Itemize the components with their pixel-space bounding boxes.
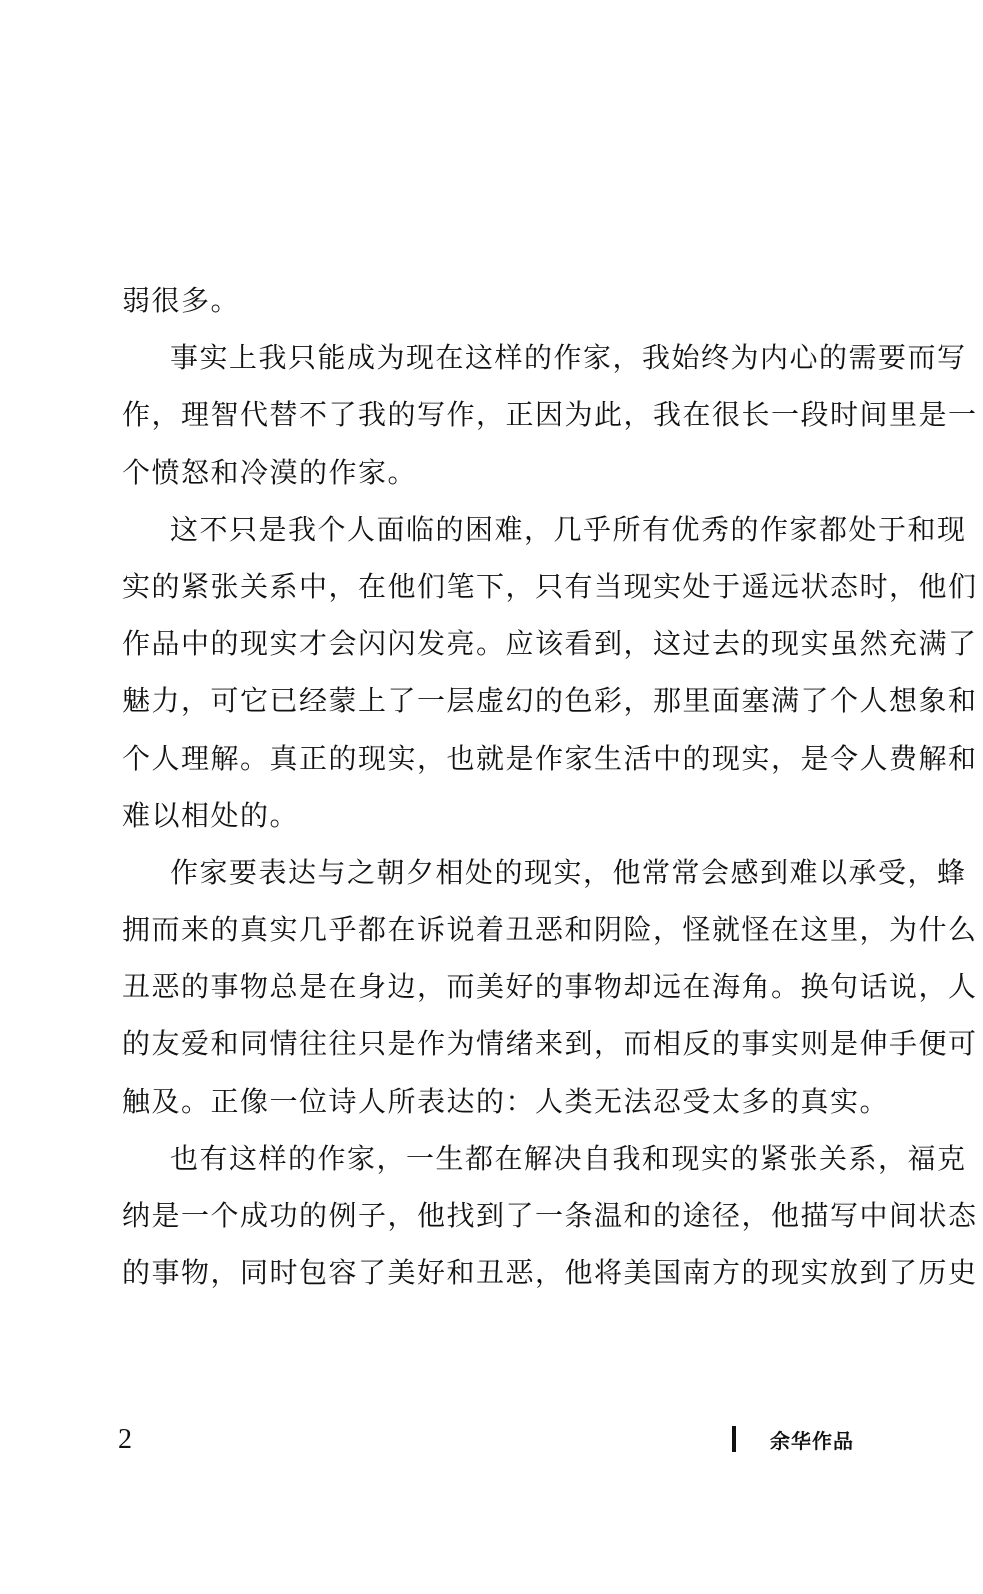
paragraph-first-line: 事实上我只能成为现在这样的作家，我始终为内心的需要而写 — [170, 341, 967, 375]
text-line: 作，理智代替不了我的写作，正因为此，我在很长一段时间里是一 — [122, 398, 978, 432]
text-line: 的友爱和同情往往只是作为情绪来到，而相反的事实则是伸手便可 — [122, 1027, 978, 1061]
running-title: 余华作品 — [770, 1429, 854, 1453]
paragraph-first-line: 这不只是我个人面临的困难，几乎所有优秀的作家都处于和现 — [170, 512, 967, 546]
text-line: 实的紧张关系中，在他们笔下，只有当现实处于遥远状态时，他们 — [122, 569, 978, 603]
text-line: 纳是一个成功的例子，他找到了一条温和的途径，他描写中间状态 — [122, 1199, 978, 1232]
text-line: 丑恶的事物总是在身边，而美好的事物却远在海角。换句话说，人 — [122, 970, 978, 1004]
text-line: 触及。正像一位诗人所表达的：人类无法忍受太多的真实。 — [122, 1084, 890, 1118]
text-line: 的事物，同时包容了美好和丑恶，他将美国南方的现实放到了历史 — [122, 1256, 978, 1290]
text-line: 魅力，可它已经蒙上了一层虚幻的色彩，那里面塞满了个人想象和 — [122, 684, 978, 718]
footer-divider — [732, 1426, 736, 1452]
text-line: 个愤怒和冷漠的作家。 — [122, 455, 418, 489]
paragraph-first-line: 作家要表达与之朝夕相处的现实，他常常会感到难以承受，蜂 — [170, 855, 967, 889]
text-line: 作品中的现实才会闪闪发亮。应该看到，这过去的现实虽然充满了 — [122, 627, 978, 661]
text-line: 难以相处的。 — [122, 798, 300, 832]
paragraph-first-line: 也有这样的作家，一生都在解决自我和现实的紧张关系，福克 — [170, 1141, 967, 1175]
text-line: 弱很多。 — [122, 284, 241, 317]
body-text — [122, 272, 978, 1301]
page-footer — [0, 1420, 983, 1460]
text-line: 拥而来的真实几乎都在诉说着丑恶和阴险，怪就怪在这里，为什么 — [122, 913, 978, 947]
page-number: 2 — [118, 1424, 132, 1455]
text-line: 个人理解。真正的现实，也就是作家生活中的现实，是令人费解和 — [122, 741, 978, 775]
